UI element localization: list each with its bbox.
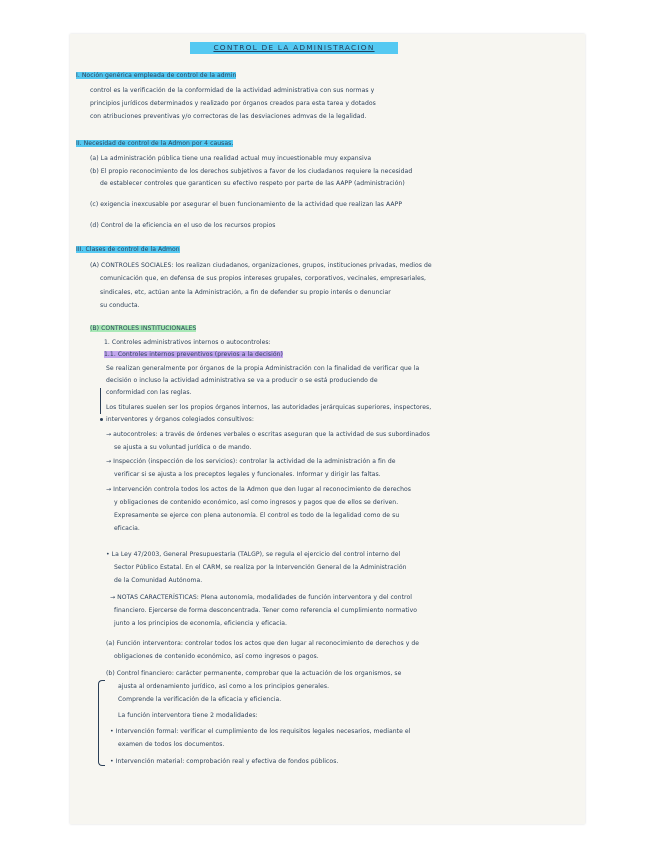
text-line: Los titulares suelen ser los propios órganos internos, las autoridades jerárquicas superiores, inspectores, (106, 404, 432, 411)
text-line: 1.1. Controles internos preventivos (previos a la decisión) (104, 351, 283, 358)
page-title: CONTROL DE LA ADMINISTRACION (190, 42, 398, 54)
section-heading-1: I. Noción genérica empleada de control de la admin (76, 72, 237, 79)
text-line: su conducta. (100, 302, 140, 309)
text-line: sindicales, etc, actúan ante la Administración, a fin de defender su propio interés o denunciar (100, 289, 391, 296)
text-line: verificar si se ajusta a los preceptos legales y funcionales. Informar y dirigir las faltas. (114, 471, 381, 478)
text-line: Sector Público Estatal. En el CARM, se realiza por la Intervención General de la Administración (114, 564, 407, 571)
section-heading-3: III. Clases de control de la Admon (76, 246, 180, 253)
text-line: • Intervención formal: verificar el cumplimiento de los requisitos legales necesarios, mediante el (110, 728, 411, 735)
text-line: (a) Función interventora: controlar todos los actos que den lugar al reconocimiento de derechos y de (106, 640, 420, 647)
subsection-heading: (B) CONTROLES INSTITUCIONALES (90, 325, 197, 332)
text-line: 1. Controles administrativos internos o autocontroles: (104, 339, 271, 346)
text-line: → Intervención controla todos los actos de la Admon que den lugar al reconocimiento de derechos (106, 486, 411, 493)
text-line: → autocontroles: a través de órdenes verbales o escritas aseguran que la actividad de sus subordinados (106, 431, 430, 438)
text-line: (b) El propio reconocimiento de los derechos subjetivos a favor de los ciudadanos requiere la necesidad (90, 168, 413, 175)
text-line: → NOTAS CARACTERÍSTICAS: Plena autonomía, modalidades de función interventora y del control (110, 594, 412, 601)
text-line: de la Comunidad Autónoma. (114, 577, 203, 584)
text-line: junto a los principios de economía, eficiencia y eficacia. (114, 620, 288, 627)
margin-mark (100, 388, 104, 414)
text-line: La función interventora tiene 2 modalidades: (118, 712, 258, 719)
text-line: y obligaciones de contenido económico, así como ingresos y pagos que de ellos se deriven. (114, 499, 399, 506)
text-line: decisión o incluso la actividad administrativa se va a producir o se está produciendo de (106, 377, 378, 384)
text-line: (a) La administración pública tiene una realidad actual muy incuestionable muy expansiva (90, 155, 372, 162)
text-line: comunicación que, en defensa de sus propios intereses grupales, corporativos, vecinales, empresariales, (100, 275, 427, 282)
text-line: (d) Control de la eficiencia en el uso de los recursos propios (90, 222, 276, 229)
text-line: (c) exigencia inexcusable por asegurar el buen funcionamiento de la actividad que realizan las AAPP (90, 201, 403, 208)
text-line: con atribuciones preventivas y/o correctoras de las desviaciones admvas de la legalidad. (90, 113, 367, 120)
text-line: Comprende la verificación de la eficacia y eficiencia. (118, 696, 282, 703)
text-line: conformidad con las reglas. (106, 389, 192, 396)
text-line: eficacia. (114, 525, 140, 532)
text-line: de establecer controles que garanticen su efectivo respeto por parte de las AAPP (administración) (100, 180, 405, 187)
text-line: Expresamente se ejerce con plena autonomía. El control es todo de la legalidad como de su (114, 512, 400, 519)
notebook-page (70, 34, 585, 824)
text-line: → Inspección (inspección de los servicios): controlar la actividad de la administración a fin de (106, 458, 396, 465)
section-heading-2: II. Necesidad de control de la Admon por 4 causas. (76, 140, 234, 147)
text-line: principios jurídicos determinados y realizado por órganos creados para esta tarea y dotados (90, 100, 376, 107)
text-line: Se realizan generalmente por órganos de la propia Administración con la finalidad de verificar que la (106, 365, 420, 372)
text-line: obligaciones de contenido económico, así como ingresos o pagos. (114, 653, 319, 660)
text-line: ajusta al ordenamiento jurídico, así como a los principios generales. (118, 683, 330, 690)
text-line: (b) Control financiero: carácter permanente, comprobar que la actuación de los organismos, se (106, 670, 402, 677)
margin-dot (100, 418, 103, 421)
text-line: se ajusta a su voluntad jurídica o de mando. (114, 444, 252, 451)
text-line: interventores y órganos colegiados consultivos: (106, 416, 254, 423)
text-line: • Intervención material: comprobación real y efectiva de fondos públicos. (110, 758, 339, 765)
margin-bracket (98, 680, 105, 766)
text-line: financiero. Ejercerse de forma desconcentrada. Tener como referencia el cumplimiento normativo (114, 607, 418, 614)
text-line: examen de todos los documentos. (118, 741, 225, 748)
text-line: • La Ley 47/2003, General Presupuestaria (TALGP), se regula el ejercicio del control interno del (106, 551, 401, 558)
text-line: (A) CONTROLES SOCIALES: los realizan ciudadanos, organizaciones, grupos, instituciones privadas, medios de (90, 262, 432, 269)
text-line: control es la verificación de la conformidad de la actividad administrativa con sus normas y (90, 87, 375, 94)
